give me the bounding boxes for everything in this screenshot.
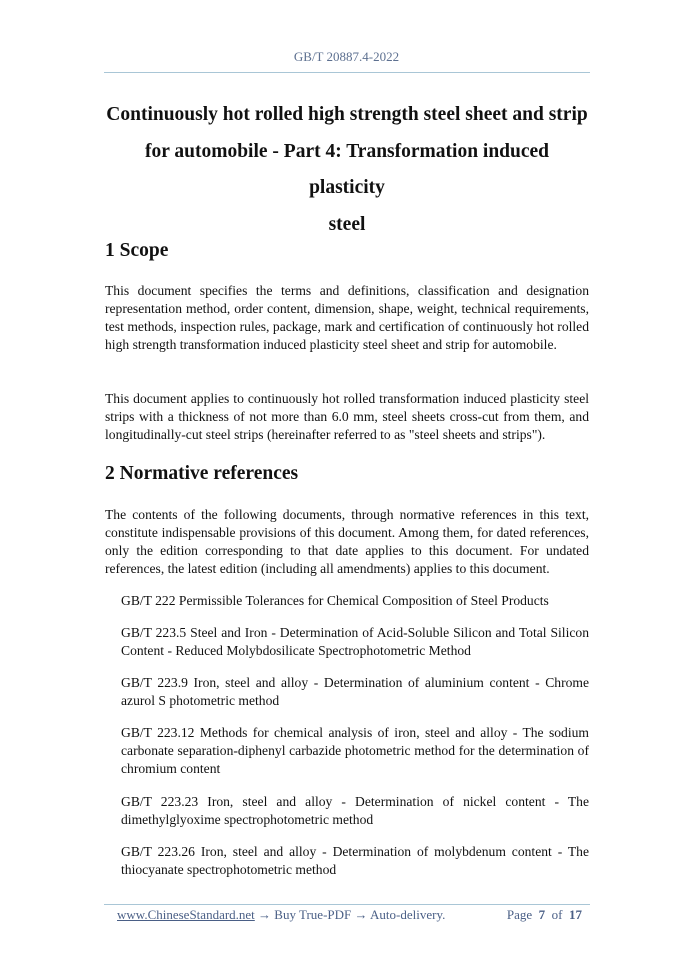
current-page: 7 — [538, 907, 546, 922]
footer-promo-text: → Buy True-PDF → Auto-delivery. — [254, 907, 446, 922]
section-scope — [105, 239, 589, 263]
page-number — [507, 907, 582, 923]
footer-promo — [117, 907, 445, 923]
section-normative-references — [105, 462, 589, 486]
running-header: GB/T 20887.4-2022 — [293, 49, 400, 64]
scope-paragraph: This document applies to continuously hot rolled transformation induced plasticity steel strips with a thickness of not more than 6.0 mm, steel sheets cross-cut from them, and longitudinally-cut steel strips (hereinafter referred to as "steel sheets and strips"). — [105, 391, 589, 442]
section-heading: 2 Normative references — [105, 463, 299, 484]
title-line: steel — [328, 213, 366, 235]
references-intro: The contents of the following documents, through normative references in this text, constitute indispensable provisions of this document. Among them, for dated references, only the edition corresponding to that date applies to this document. For undated references, the latest edition (including all amendments) applies to this document. — [105, 507, 589, 576]
page-label: Page — [506, 907, 533, 922]
reference-item: GB/T 223.5 Steel and Iron - Determination of Acid-Soluble Silicon and Total Silicon Content - Reduced Molybdosilicate Spectrophotometric Method — [121, 625, 589, 658]
title-line: Continuously hot rolled high strength steel sheet and strip — [106, 104, 588, 125]
reference-item: GB/T 222 Permissible Tolerances for Chemical Composition of Steel Products — [121, 593, 549, 608]
title-line: for automobile - Part 4: Transformation induced plasticity — [144, 140, 550, 198]
reference-item: GB/T 223.9 Iron, steel and alloy - Determination of aluminium content - Chrome azurol S photometric method — [121, 675, 589, 708]
chinesestandard-link[interactable]: www.ChineseStandard.net — [117, 907, 255, 922]
section-heading: 1 Scope — [105, 240, 169, 261]
page-footer — [117, 907, 582, 923]
reference-item: GB/T 223.26 Iron, steel and alloy - Determination of molybdenum content - The thiocyanate spectrophotometric method — [121, 844, 589, 877]
reference-item: GB/T 223.12 Methods for chemical analysis of iron, steel and alloy - The sodium carbonate separation-diphenyl carbazide photometric method for the determination of chromium content — [121, 725, 589, 776]
footer-divider — [104, 904, 590, 905]
total-pages: 17 — [569, 907, 582, 922]
of-label: of — [551, 907, 563, 922]
document-title — [105, 97, 589, 243]
header-divider — [104, 72, 590, 73]
reference-item: GB/T 223.23 Iron, steel and alloy - Determination of nickel content - The dimethylglyoxime spectrophotometric method — [121, 794, 589, 827]
scope-paragraph: This document specifies the terms and definitions, classification and designation representation method, order content, dimension, shape, weight, technical requirements, test methods, inspection rules, package, mark and certification of continuously hot rolled high strength transformation induced plasticity steel sheet and strip for automobile. — [105, 283, 589, 352]
